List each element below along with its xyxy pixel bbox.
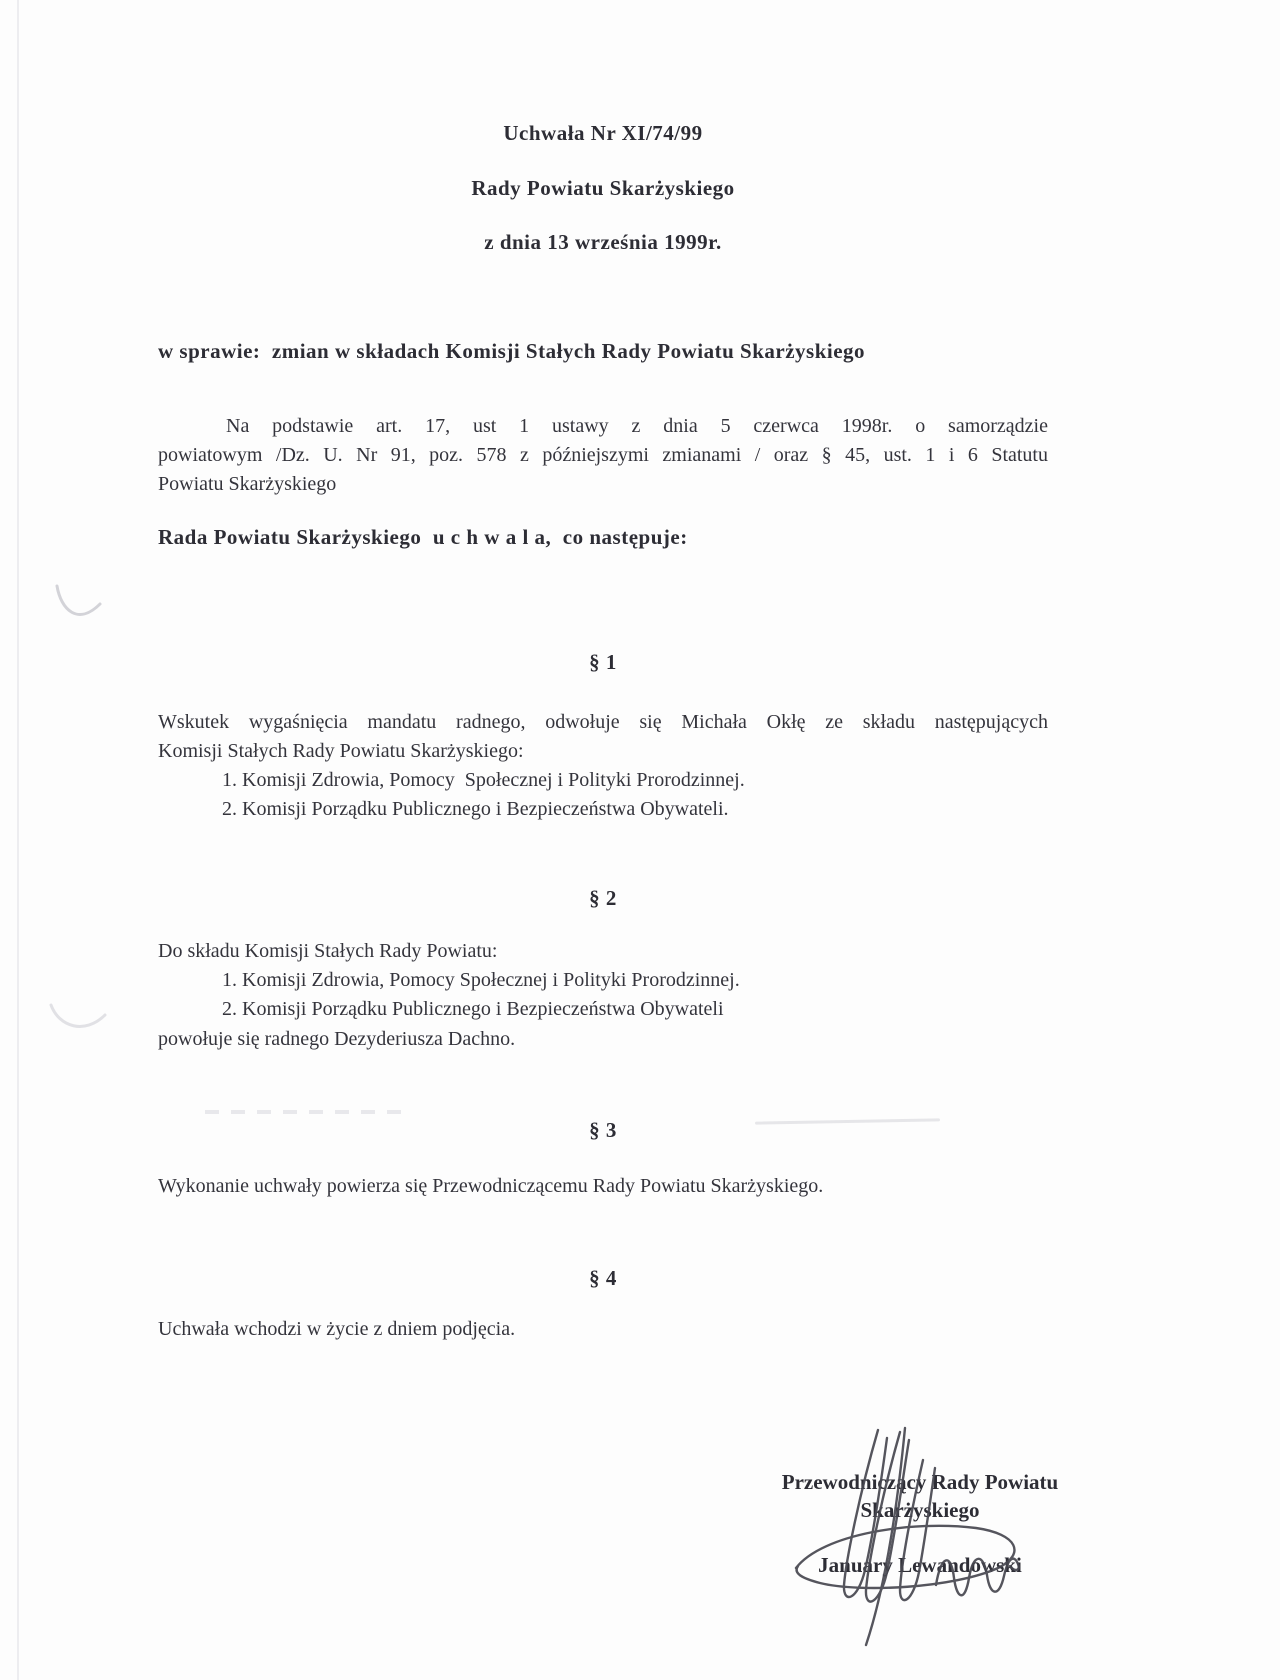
section-1-paragraph: [158, 708, 1048, 766]
section-3-text: Wykonanie uchwały powierza się Przewodniczącemu Rady Powiatu Skarżyskiego.: [158, 1175, 824, 1197]
section-4-heading: § 4: [589, 1266, 617, 1290]
section-2-heading: § 2: [589, 886, 617, 910]
section-1-line: Komisji Stałych Rady Powiatu Skarżyskiego:: [158, 740, 524, 762]
legal-basis-line: powiatowym /Dz. U. Nr 91, poz. 578 z późniejszymi zmianami / oraz § 45, ust. 1 i 6 Statutu: [158, 444, 1048, 466]
section-1-line: Wskutek wygaśnięcia mandatu radnego, odwołuje się Michała Okłę ze składu następujących: [158, 711, 1048, 733]
section-3-heading: § 3: [589, 1118, 617, 1142]
list-item: 1. Komisji Zdrowia, Pomocy Społecznej i Polityki Prorodzinnej.: [222, 769, 745, 791]
list-item: 2. Komisji Porządku Publicznego i Bezpieczeństwa Obywateli: [222, 997, 724, 1020]
document-issuer: Rady Powiatu Skarżyskiego: [471, 176, 735, 200]
document-date: z dnia 13 września 1999r.: [484, 230, 722, 254]
section-4-text: Uchwała wchodzi w życie z dniem podjęcia.: [158, 1318, 516, 1340]
document-title: Uchwała Nr XI/74/99: [503, 121, 703, 145]
pen-mark-left-margin-top: [52, 578, 114, 634]
subject-line: w sprawie: zmian w składach Komisji Stałych Rady Powiatu Skarżyskiego: [158, 339, 866, 363]
enactment-line: Rada Powiatu Skarżyskiego u c h w a l a, co następuje:: [158, 525, 688, 549]
section-2-intro: Do składu Komisji Stałych Rady Powiatu:: [158, 940, 498, 962]
legal-basis-line: Na podstawie art. 17, ust 1 ustawy z dnia 5 czerwca 1998r. o samorządzie: [226, 415, 1048, 437]
section-2-list: [222, 966, 740, 1023]
list-item: 1. Komisji Zdrowia, Pomocy Społecznej i Polityki Prorodzinnej.: [222, 969, 740, 991]
list-item: 2. Komisji Porządku Publicznego i Bezpieczeństwa Obywateli.: [222, 797, 729, 820]
section-1-heading: § 1: [589, 650, 617, 674]
pen-mark-left-margin-bottom: [47, 997, 111, 1039]
handwritten-signature: [760, 1400, 1050, 1660]
legal-basis-line: Powiatu Skarżyskiego: [158, 473, 337, 495]
signature-role-line: Skarżyskiego: [860, 1498, 980, 1522]
section-1-list: [222, 766, 745, 823]
signature-role-line: Przewodniczący Rady Powiatu: [781, 1470, 1059, 1494]
scan-fold-line: [17, 0, 19, 1680]
legal-basis-paragraph: [158, 412, 1048, 499]
scan-smudge-left: [205, 1110, 405, 1114]
signature-name: January Lewandowski: [818, 1553, 1022, 1577]
section-2-closing: powołuje się radnego Dezyderiusza Dachno.: [158, 1028, 516, 1050]
